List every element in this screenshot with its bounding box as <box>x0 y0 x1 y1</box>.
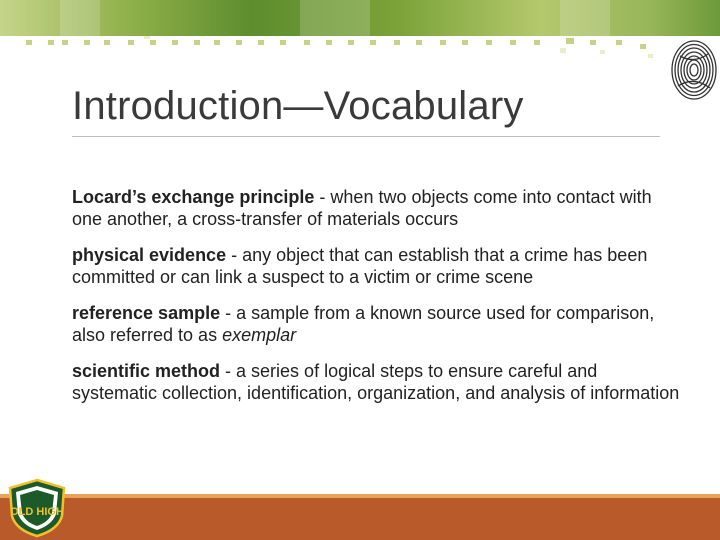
definition-term: physical evidence <box>72 245 227 265</box>
definition-term: Locard’s exchange principle <box>72 187 315 207</box>
definition-text: a sample from a known source used for comparison, also referred to as <box>72 303 655 345</box>
definition-separator: - <box>314 187 331 207</box>
bottom-bar <box>0 498 720 540</box>
logo-text: OLD HIGH <box>10 506 64 518</box>
definition-item <box>72 360 682 404</box>
top-banner <box>0 0 720 36</box>
school-shield-logo <box>6 478 68 538</box>
decorative-dot-pattern <box>0 36 720 70</box>
definition-item <box>72 244 682 288</box>
banner-highlight <box>60 0 100 36</box>
definition-text: any object that can establish that a crime has been committed or can link a suspect to a victim or crime scene <box>72 245 648 287</box>
definition-term: reference sample <box>72 303 221 323</box>
definition-term: scientific method <box>72 361 221 381</box>
definition-list <box>72 186 682 418</box>
fingerprint-icon <box>668 36 720 102</box>
definition-item <box>72 302 682 346</box>
definition-emphasis: exemplar <box>222 325 297 345</box>
definition-separator: - <box>220 361 237 381</box>
definition-text: a series of logical steps to ensure careful and systematic collection, identification, organization, and analysis of information <box>72 361 680 403</box>
slide-title: Introduction—Vocabulary <box>72 84 524 128</box>
banner-highlight <box>560 0 610 36</box>
definition-text: when two objects come into contact with one another, a cross-transfer of materials occurs <box>72 187 652 229</box>
title-divider <box>72 136 660 137</box>
definition-item <box>72 186 682 230</box>
banner-highlight <box>300 0 370 36</box>
definition-separator: - <box>220 303 237 323</box>
definition-separator: - <box>226 245 243 265</box>
